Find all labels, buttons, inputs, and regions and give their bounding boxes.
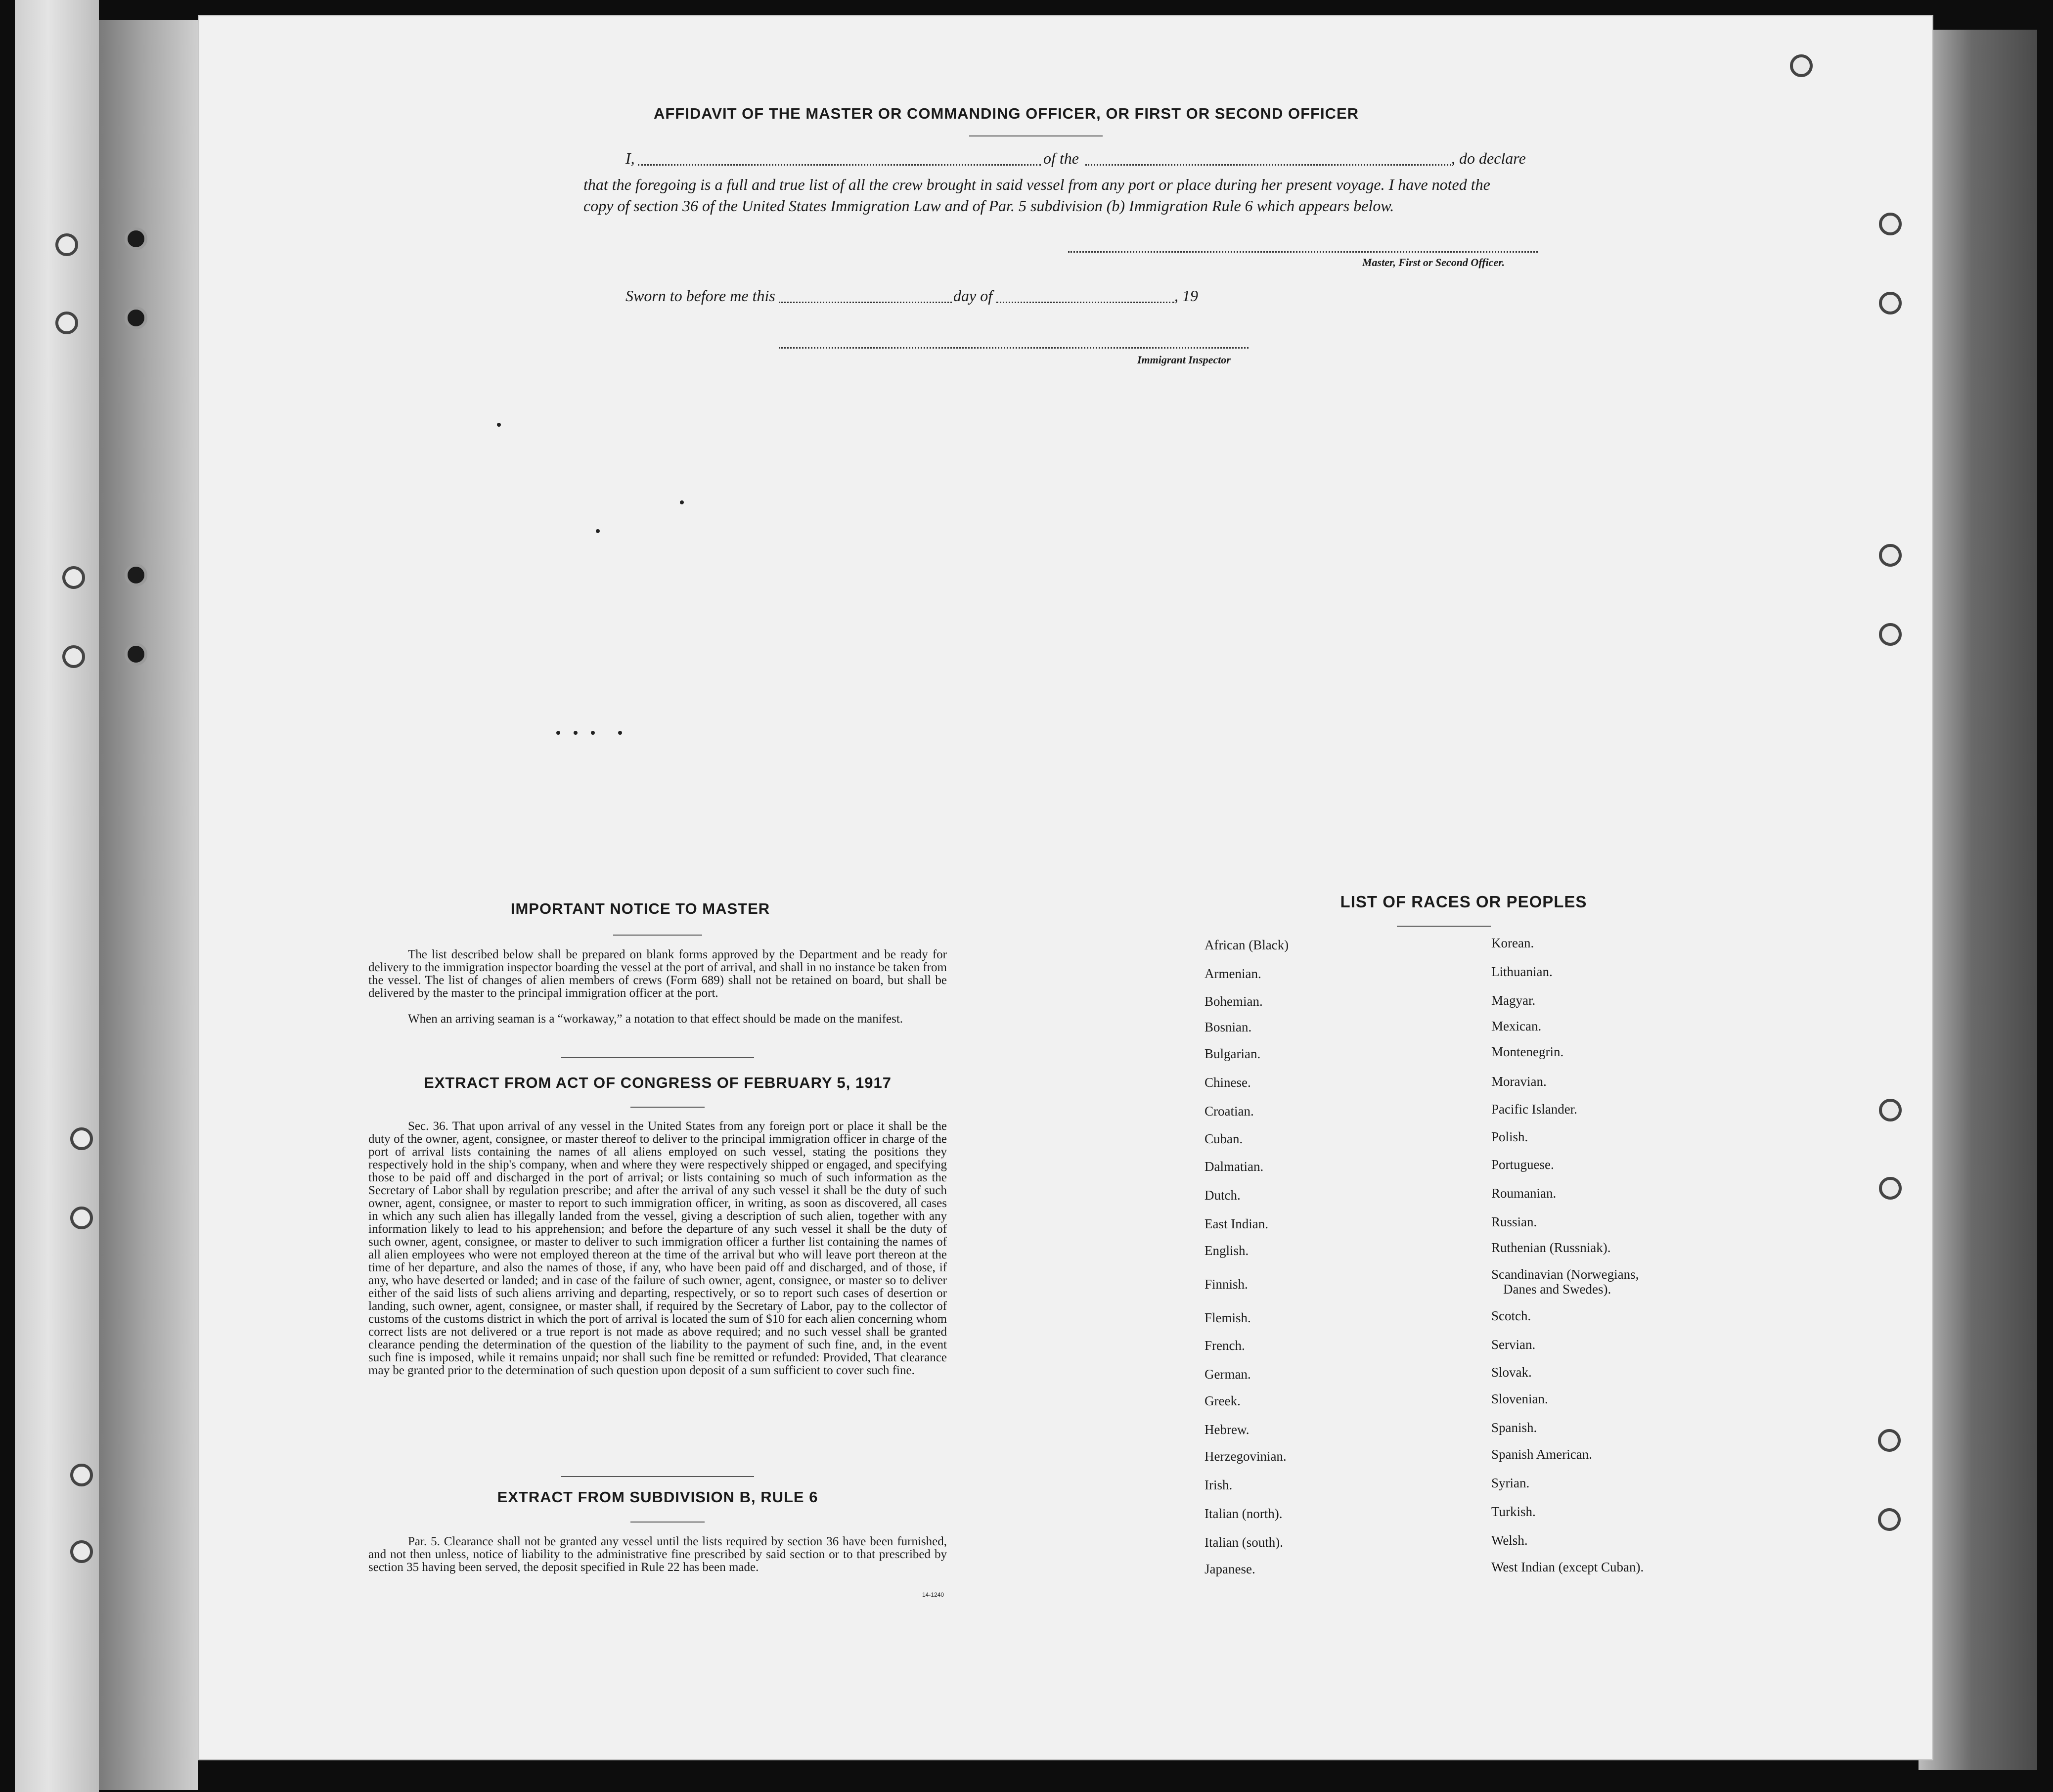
race-item: Syrian. [1491,1476,1530,1490]
binder-hole [125,307,147,329]
race-item: African (Black) [1205,938,1289,952]
race-item: Scandinavian (Norwegians, [1491,1267,1639,1282]
race-item: Welsh. [1491,1533,1528,1548]
binder-hole [125,227,147,250]
race-item: Japanese. [1205,1562,1255,1576]
stray-mark [680,500,684,504]
affidavit-line-3: copy of section 36 of the United States Immigration Law and of Par. 5 subdivision (b) Immigration Rule 6 which appears below. [583,197,1394,215]
vessel-name-field[interactable] [1085,164,1451,166]
binder-hole [62,566,85,589]
race-item: Chinese. [1205,1075,1251,1090]
divider [969,135,1103,136]
page-hole [1879,1099,1902,1121]
stray-mark [591,731,595,735]
divider [630,1107,705,1108]
page-hole [1878,1429,1901,1452]
notice-paragraph-2: When an arriving seaman is a “workaway,” a notation to that effect should be made on the manifest. [408,1012,903,1026]
binder-hole [70,1207,93,1229]
divider [613,935,702,936]
page-hole [1879,544,1902,567]
race-item: Korean. [1491,936,1534,950]
race-item: Slovak. [1491,1365,1532,1380]
race-item: Finnish. [1205,1277,1248,1292]
binder-hole [125,643,147,666]
race-item: Bohemian. [1205,994,1263,1009]
race-item: English. [1205,1243,1249,1258]
divider [561,1057,754,1058]
page-hole [1879,623,1902,646]
inspector-label: Immigrant Inspector [1137,354,1231,366]
race-item: Bosnian. [1205,1020,1252,1034]
race-item: Slovenian. [1491,1391,1548,1406]
sworn-month-field[interactable] [996,302,1174,303]
page-hole [1879,292,1902,314]
race-item: Armenian. [1205,966,1261,981]
master-signature-label: Master, First or Second Officer. [1362,256,1505,269]
page-hole [1790,54,1813,77]
race-item: Spanish. [1491,1420,1537,1435]
races-title: LIST OF RACES OR PEOPLES [1340,893,1587,911]
sworn-prefix-label: Sworn to before me this [625,287,775,305]
stray-mark [556,731,560,735]
race-item: German. [1205,1367,1251,1382]
extract-act-title: EXTRACT FROM ACT OF CONGRESS OF FEBRUARY 5, 1917 [424,1074,892,1091]
affidavit-of-the-label: of the [1043,149,1079,167]
stray-mark [574,731,578,735]
page-hole [1879,1177,1902,1200]
binder-hole [125,564,147,586]
affidavit-line-2: that the foregoing is a full and true list of all the crew brought in said vessel from any port or place during her present voyage. I have noted the [583,176,1490,193]
race-item: West Indian (except Cuban). [1491,1560,1644,1574]
race-item: Flemish. [1205,1310,1251,1325]
race-item: Ruthenian (Russniak). [1491,1240,1611,1255]
race-item: Turkish. [1491,1504,1536,1519]
race-item: Hebrew. [1205,1422,1250,1437]
affidavit-i-label: I, [625,149,635,167]
race-item: Bulgarian. [1205,1046,1261,1061]
sworn-year-label: , 19 [1174,287,1198,305]
race-item: Italian (north). [1205,1506,1283,1521]
sworn-day-field[interactable] [779,302,952,303]
race-item: Portuguese. [1491,1157,1554,1172]
binder-hole [70,1464,93,1486]
race-item: East Indian. [1205,1216,1268,1231]
binder-hole [55,312,78,334]
race-item: Polish. [1491,1129,1528,1144]
race-item: Dutch. [1205,1188,1241,1203]
page-hole [1878,1508,1901,1531]
race-item: Spanish American. [1491,1447,1592,1462]
notice-paragraph-1: The list described below shall be prepared on blank forms approved by the Department and be ready for delivery to the immigration inspector boarding the vessel at the port of arrival, and shall in no instance be taken from the vessel. The list of changes of alien members of crews (Form 689) shall not be retained on board, but shall be delivered by the master to the principal immigration officer at the port. [368,948,947,1000]
race-item: Cuban. [1205,1131,1243,1146]
race-item: Montenegrin. [1491,1044,1564,1059]
race-item: Magyar. [1491,993,1536,1008]
race-item: Italian (south). [1205,1535,1283,1550]
divider [1397,926,1491,927]
race-item: Croatian. [1205,1104,1254,1119]
page-hole [1879,213,1902,235]
race-item: Herzegovinian. [1205,1449,1287,1464]
binder-left-edge [15,0,99,1792]
notice-title: IMPORTANT NOTICE TO MASTER [510,900,770,917]
binder-right-edge [1919,30,2037,1770]
race-item: Greek. [1205,1393,1241,1408]
binder-left-shadow [99,20,198,1790]
race-item: French. [1205,1338,1245,1353]
race-item: Lithuanian. [1491,964,1553,979]
divider [630,1522,705,1523]
race-item: Pacific Islander. [1491,1102,1577,1117]
master-name-field[interactable] [638,164,1041,166]
race-item: Roumanian. [1491,1186,1557,1201]
race-item: Scotch. [1491,1308,1531,1323]
race-item: Mexican. [1491,1019,1542,1033]
affidavit-title: AFFIDAVIT OF THE MASTER OR COMMANDING OFFICER, OR FIRST OR SECOND OFFICER [653,105,1359,122]
extract-act-body: Sec. 36. That upon arrival of any vessel in the United States from any foreign port or place it shall be the duty of the owner, agent, consignee, or master thereof to deliver to the principal immigration officer in charge of the port of arrival lists containing the names of all aliens employed on such vessel, stating the positions they respectively hold in the ship's company, when and where they were respectively shipped or engaged, and specifying those to be paid off and discharged in the port of arrival; or lists containing so much of such information as the Secretary of Labor shall by regulation prescribe; and after the arrival of any such vessel it shall be the duty of such owner, agent, consignee, or master to report to such immigration officer, in writing, as soon as discovered, all cases in which any such alien has illegally landed from the vessel, giving a description of such alien, together with any information likely to lead to his apprehension; and before the departure of any such vessel it shall be the duty of such owner, agent, consignee, or master to deliver to such immigration officer a further list containing the names of all alien employees who were not employed thereon at the time of the arrival but who will leave port thereon at the time of her departure, and also the names of those, if any, who have been paid off and discharged, and of those, if any, who have deserted or landed; and in case of the failure of such owner, agent, consignee, or master so to deliver either of the said lists of such aliens arriving and departing, respectively, or so to report such cases of desertion or landing, such owner, agent, consignee, or master shall, if required by the Secretary of Labor, pay to the collector of customs of the customs district in which the port of arrival is located the sum of $10 for each alien concerning whom correct lists are not delivered or a true report is not made as above required; and no such vessel shall be granted clearance pending the determination of the question of the liability to the payment of such fine, and, in the event such fine is imposed, while it remains unpaid; nor shall such fine be remitted or refunded: Provided, That clearance may be granted prior to the determination of such question upon deposit of a sum sufficient to cover such fine. [368,1120,947,1377]
form-code: 14-1240 [922,1591,944,1598]
binder-hole [55,233,78,256]
stray-mark [497,423,501,427]
binder-hole [70,1540,93,1563]
sworn-day-of-label: day of [953,287,993,305]
extract-rule-body: Par. 5. Clearance shall not be granted any vessel until the lists required by section 36 have been furnished, and not then unless, notice of liability to the administrative fine prescribed by said section or to that prescribed by section 35 having been served, the deposit specified in Rule 22 has been made. [368,1535,947,1574]
race-item: Russian. [1491,1214,1537,1229]
master-signature-field[interactable] [1068,251,1538,253]
extract-rule-title: EXTRACT FROM SUBDIVISION B, RULE 6 [497,1488,818,1506]
binder-hole [62,645,85,668]
stray-mark [596,529,600,533]
race-item: Irish. [1205,1478,1233,1492]
inspector-signature-field[interactable] [779,347,1249,349]
affidavit-do-declare-label: , do declare [1451,149,1526,167]
race-item: Servian. [1491,1337,1536,1352]
race-item: Danes and Swedes). [1503,1282,1611,1297]
race-item: Moravian. [1491,1074,1547,1089]
divider [561,1476,754,1477]
binder-hole [70,1127,93,1150]
stray-mark [618,731,622,735]
race-item: Dalmatian. [1205,1159,1264,1174]
